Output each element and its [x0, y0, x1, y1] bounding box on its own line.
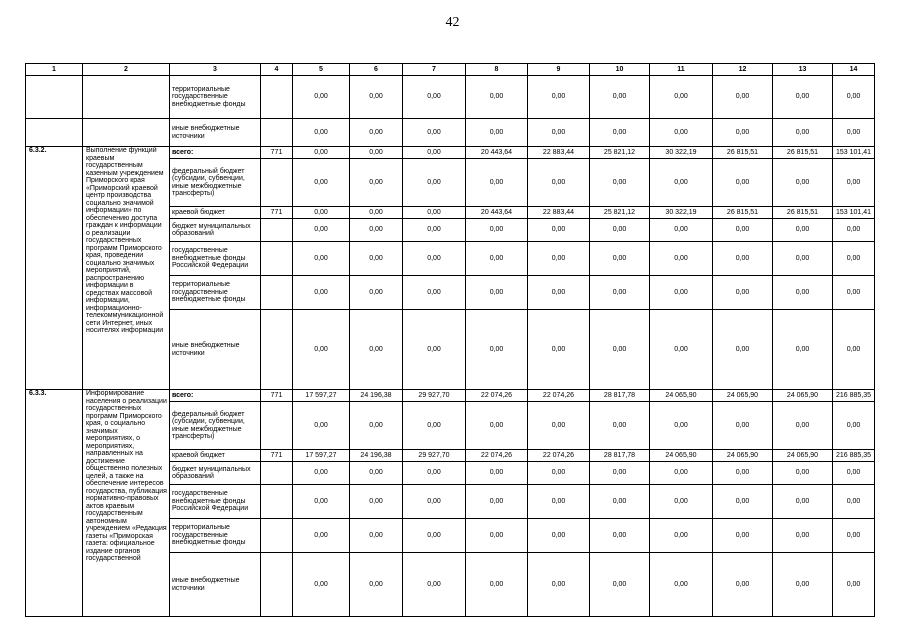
value-cell: 216 885,35 — [833, 450, 875, 462]
value-cell: 24 065,90 — [650, 450, 713, 462]
value-cell: 0,00 — [590, 485, 650, 519]
grbs-code — [261, 276, 293, 310]
column-header: 13 — [773, 64, 833, 76]
value-cell: 0,00 — [403, 219, 466, 242]
value-cell: 0,00 — [590, 553, 650, 617]
value-cell: 0,00 — [350, 310, 403, 390]
value-cell: 0,00 — [403, 242, 466, 276]
value-cell: 0,00 — [590, 519, 650, 553]
item-code: 6.3.2. — [26, 147, 83, 390]
value-cell: 0,00 — [773, 402, 833, 450]
value-cell: 0,00 — [713, 159, 773, 207]
value-cell: 0,00 — [350, 219, 403, 242]
funding-source: иные внебюджетные источники — [170, 553, 261, 617]
funding-source-cell: иные внебюджетные источники — [170, 119, 261, 147]
funding-source: федеральный бюджет (субсидии, субвенции, иные межбюджетные трансферты) — [170, 159, 261, 207]
value-cell: 0,00 — [650, 402, 713, 450]
funding-source: краевой бюджет — [170, 450, 261, 462]
value-cell: 0,00 — [773, 276, 833, 310]
column-header: 14 — [833, 64, 875, 76]
value-cell: 153 101,41 — [833, 207, 875, 219]
value-cell: 0,00 — [773, 219, 833, 242]
value-cell: 0,00 — [293, 402, 350, 450]
value-cell: 0,00 — [590, 310, 650, 390]
column-header: 3 — [170, 64, 261, 76]
value-cell: 29 927,70 — [403, 450, 466, 462]
grbs-code — [261, 519, 293, 553]
value-cell: 0,00 — [293, 553, 350, 617]
value-cell: 0,00 — [833, 219, 875, 242]
column-header: 4 — [261, 64, 293, 76]
value-cell: 24 196,38 — [350, 450, 403, 462]
value-cell: 0,00 — [403, 485, 466, 519]
column-header: 8 — [466, 64, 528, 76]
value-cell: 0,00 — [466, 519, 528, 553]
value-cell: 0,00 — [403, 519, 466, 553]
value-cell: 22 074,26 — [466, 390, 528, 402]
value-cell: 0,00 — [713, 485, 773, 519]
value-cell: 0,00 — [466, 159, 528, 207]
grbs-code — [261, 462, 293, 485]
funding-source: бюджет муниципальных образований — [170, 219, 261, 242]
value-cell: 0,00 — [528, 462, 590, 485]
value-cell: 0,00 — [350, 402, 403, 450]
value-cell: 0,00 — [590, 402, 650, 450]
value-cell: 0,00 — [650, 119, 713, 147]
value-cell: 25 821,12 — [590, 207, 650, 219]
table-row — [26, 390, 875, 402]
value-cell: 0,00 — [773, 553, 833, 617]
column-header: 6 — [350, 64, 403, 76]
item-description: Информирование населения о реализации государственных программ Приморского края, о социально значимых мероприятиях, о мероприятиях, направленных на достижение общественно полезных целей, а также на обеспечение интересов государства, публикация нормативно-правовых актов краевым государственным автономным учреждением «Редакция газеты «Приморская газета: официальное издание органов государственной — [83, 390, 170, 617]
value-cell: 0,00 — [466, 242, 528, 276]
value-cell: 0,00 — [528, 219, 590, 242]
item-code: 6.3.3. — [26, 390, 83, 617]
column-header: 7 — [403, 64, 466, 76]
value-cell: 0,00 — [293, 242, 350, 276]
value-cell: 0,00 — [403, 76, 466, 119]
value-cell: 0,00 — [528, 159, 590, 207]
value-cell: 24 196,38 — [350, 390, 403, 402]
value-cell: 0,00 — [528, 485, 590, 519]
value-cell: 0,00 — [466, 462, 528, 485]
grbs-code — [261, 159, 293, 207]
grbs-code: 771 — [261, 390, 293, 402]
funding-source: федеральный бюджет (субсидии, субвенции, иные межбюджетные трансферты) — [170, 402, 261, 450]
value-cell: 0,00 — [650, 276, 713, 310]
value-cell: 26 815,51 — [773, 207, 833, 219]
value-cell: 0,00 — [293, 219, 350, 242]
value-cell: 28 817,78 — [590, 450, 650, 462]
value-cell: 0,00 — [713, 310, 773, 390]
value-cell: 0,00 — [773, 76, 833, 119]
value-cell: 0,00 — [833, 159, 875, 207]
value-cell: 0,00 — [403, 119, 466, 147]
page-number: 42 — [445, 15, 460, 30]
grbs-code: 771 — [261, 450, 293, 462]
column-header: 12 — [713, 64, 773, 76]
table-body — [26, 64, 875, 617]
value-cell: 0,00 — [590, 119, 650, 147]
value-cell: 25 821,12 — [590, 147, 650, 159]
value-cell: 0,00 — [833, 76, 875, 119]
funding-source: всего: — [170, 147, 261, 159]
funding-source: территориальные государственные внебюджетные фонды — [170, 519, 261, 553]
value-cell: 29 927,70 — [403, 390, 466, 402]
value-cell: 0,00 — [773, 119, 833, 147]
value-cell: 30 322,19 — [650, 207, 713, 219]
value-cell: 24 065,90 — [650, 390, 713, 402]
budget-table — [25, 63, 875, 617]
value-cell: 153 101,41 — [833, 147, 875, 159]
value-cell: 30 322,19 — [650, 147, 713, 159]
grbs-code — [261, 310, 293, 390]
value-cell: 0,00 — [713, 276, 773, 310]
header-row — [26, 64, 875, 76]
value-cell: 0,00 — [650, 310, 713, 390]
value-cell: 0,00 — [466, 310, 528, 390]
value-cell: 0,00 — [403, 462, 466, 485]
value-cell: 0,00 — [528, 76, 590, 119]
value-cell: 0,00 — [650, 553, 713, 617]
value-cell: 20 443,64 — [466, 147, 528, 159]
column-header: 9 — [528, 64, 590, 76]
table-row — [26, 119, 875, 147]
funding-source: иные внебюджетные источники — [170, 310, 261, 390]
column-header: 2 — [83, 64, 170, 76]
value-cell: 0,00 — [293, 207, 350, 219]
value-cell: 0,00 — [350, 147, 403, 159]
value-cell: 26 815,51 — [773, 147, 833, 159]
value-cell: 0,00 — [528, 119, 590, 147]
value-cell: 0,00 — [528, 553, 590, 617]
value-cell: 0,00 — [833, 242, 875, 276]
value-cell: 0,00 — [713, 119, 773, 147]
value-cell: 0,00 — [350, 485, 403, 519]
item-description-cell — [83, 119, 170, 147]
table-row — [26, 76, 875, 119]
value-cell: 0,00 — [590, 219, 650, 242]
value-cell: 0,00 — [466, 402, 528, 450]
value-cell: 0,00 — [713, 76, 773, 119]
column-header: 11 — [650, 64, 713, 76]
value-cell: 0,00 — [350, 119, 403, 147]
value-cell: 0,00 — [650, 519, 713, 553]
value-cell: 0,00 — [590, 159, 650, 207]
value-cell: 0,00 — [293, 159, 350, 207]
column-header: 5 — [293, 64, 350, 76]
value-cell: 0,00 — [773, 159, 833, 207]
funding-source-cell: территориальные государственные внебюджетные фонды — [170, 76, 261, 119]
grbs-code — [261, 485, 293, 519]
value-cell: 0,00 — [590, 242, 650, 276]
funding-source: краевой бюджет — [170, 207, 261, 219]
value-cell: 0,00 — [293, 462, 350, 485]
grbs-code — [261, 553, 293, 617]
value-cell: 0,00 — [350, 159, 403, 207]
value-cell: 0,00 — [466, 76, 528, 119]
grbs-code — [261, 219, 293, 242]
value-cell: 0,00 — [773, 485, 833, 519]
value-cell: 0,00 — [590, 76, 650, 119]
value-cell: 0,00 — [713, 402, 773, 450]
value-cell: 0,00 — [350, 553, 403, 617]
value-cell: 22 074,26 — [528, 450, 590, 462]
value-cell: 0,00 — [528, 242, 590, 276]
value-cell: 0,00 — [528, 310, 590, 390]
grbs-code — [261, 242, 293, 276]
value-cell: 17 597,27 — [293, 450, 350, 462]
value-cell: 0,00 — [466, 276, 528, 310]
value-cell: 0,00 — [350, 242, 403, 276]
value-cell: 0,00 — [293, 276, 350, 310]
value-cell: 20 443,64 — [466, 207, 528, 219]
value-cell: 0,00 — [293, 76, 350, 119]
value-cell: 0,00 — [773, 462, 833, 485]
grbs-code: 771 — [261, 147, 293, 159]
value-cell: 0,00 — [293, 519, 350, 553]
value-cell: 0,00 — [403, 207, 466, 219]
funding-source: всего: — [170, 390, 261, 402]
value-cell: 24 065,90 — [713, 390, 773, 402]
value-cell: 0,00 — [713, 219, 773, 242]
value-cell: 0,00 — [833, 519, 875, 553]
value-cell: 0,00 — [293, 310, 350, 390]
value-cell: 24 065,90 — [773, 450, 833, 462]
value-cell: 0,00 — [650, 242, 713, 276]
grbs-cell — [261, 76, 293, 119]
value-cell: 0,00 — [650, 462, 713, 485]
value-cell: 0,00 — [466, 485, 528, 519]
value-cell: 0,00 — [773, 242, 833, 276]
value-cell: 0,00 — [403, 402, 466, 450]
funding-source: государственные внебюджетные фонды Российской Федерации — [170, 242, 261, 276]
item-code-cell — [26, 119, 83, 147]
value-cell: 22 883,44 — [528, 147, 590, 159]
value-cell: 0,00 — [590, 462, 650, 485]
value-cell: 0,00 — [466, 219, 528, 242]
item-code-cell — [26, 76, 83, 119]
value-cell: 0,00 — [403, 147, 466, 159]
value-cell: 17 597,27 — [293, 390, 350, 402]
value-cell: 0,00 — [466, 119, 528, 147]
value-cell: 0,00 — [350, 462, 403, 485]
value-cell: 0,00 — [403, 553, 466, 617]
value-cell: 0,00 — [650, 219, 713, 242]
value-cell: 0,00 — [466, 553, 528, 617]
value-cell: 0,00 — [528, 519, 590, 553]
value-cell: 0,00 — [293, 485, 350, 519]
value-cell: 22 883,44 — [528, 207, 590, 219]
value-cell: 0,00 — [713, 553, 773, 617]
value-cell: 0,00 — [528, 276, 590, 310]
column-header: 1 — [26, 64, 83, 76]
value-cell: 0,00 — [590, 276, 650, 310]
funding-source: бюджет муниципальных образований — [170, 462, 261, 485]
value-cell: 0,00 — [350, 276, 403, 310]
grbs-code: 771 — [261, 207, 293, 219]
value-cell: 0,00 — [293, 119, 350, 147]
value-cell: 24 065,90 — [773, 390, 833, 402]
value-cell: 216 885,35 — [833, 390, 875, 402]
value-cell: 26 815,51 — [713, 147, 773, 159]
funding-source: территориальные государственные внебюджетные фонды — [170, 276, 261, 310]
value-cell: 0,00 — [403, 159, 466, 207]
value-cell: 0,00 — [350, 76, 403, 119]
value-cell: 0,00 — [293, 147, 350, 159]
value-cell: 0,00 — [833, 119, 875, 147]
value-cell: 26 815,51 — [713, 207, 773, 219]
value-cell: 0,00 — [833, 310, 875, 390]
value-cell: 28 817,78 — [590, 390, 650, 402]
value-cell: 0,00 — [713, 462, 773, 485]
value-cell: 0,00 — [713, 242, 773, 276]
value-cell: 0,00 — [650, 76, 713, 119]
value-cell: 0,00 — [833, 485, 875, 519]
value-cell: 0,00 — [350, 207, 403, 219]
value-cell: 0,00 — [773, 310, 833, 390]
value-cell: 0,00 — [528, 402, 590, 450]
value-cell: 24 065,90 — [713, 450, 773, 462]
value-cell: 22 074,26 — [528, 390, 590, 402]
value-cell: 0,00 — [403, 276, 466, 310]
value-cell: 0,00 — [833, 553, 875, 617]
value-cell: 0,00 — [350, 519, 403, 553]
value-cell: 0,00 — [713, 519, 773, 553]
value-cell: 0,00 — [773, 519, 833, 553]
value-cell: 0,00 — [650, 159, 713, 207]
value-cell: 0,00 — [403, 310, 466, 390]
value-cell: 0,00 — [833, 276, 875, 310]
column-header: 10 — [590, 64, 650, 76]
funding-source: государственные внебюджетные фонды Российской Федерации — [170, 485, 261, 519]
table-row — [26, 147, 875, 159]
item-description-cell — [83, 76, 170, 119]
value-cell: 0,00 — [650, 485, 713, 519]
grbs-code — [261, 402, 293, 450]
value-cell: 22 074,26 — [466, 450, 528, 462]
grbs-cell — [261, 119, 293, 147]
item-description: Выполнение функций краевым государственным казенным учреждением Приморского края «Приморский краевой центр производства социально значимой информации» по обеспечению доступа граждан к информации о реализации государственных программ Приморского края, проведении социально значимых мероприятий, распространению информации в средствах массовой информации, информационно-телекоммуникационной сети Интернет, иных носителях информации — [83, 147, 170, 390]
value-cell: 0,00 — [833, 402, 875, 450]
value-cell: 0,00 — [833, 462, 875, 485]
